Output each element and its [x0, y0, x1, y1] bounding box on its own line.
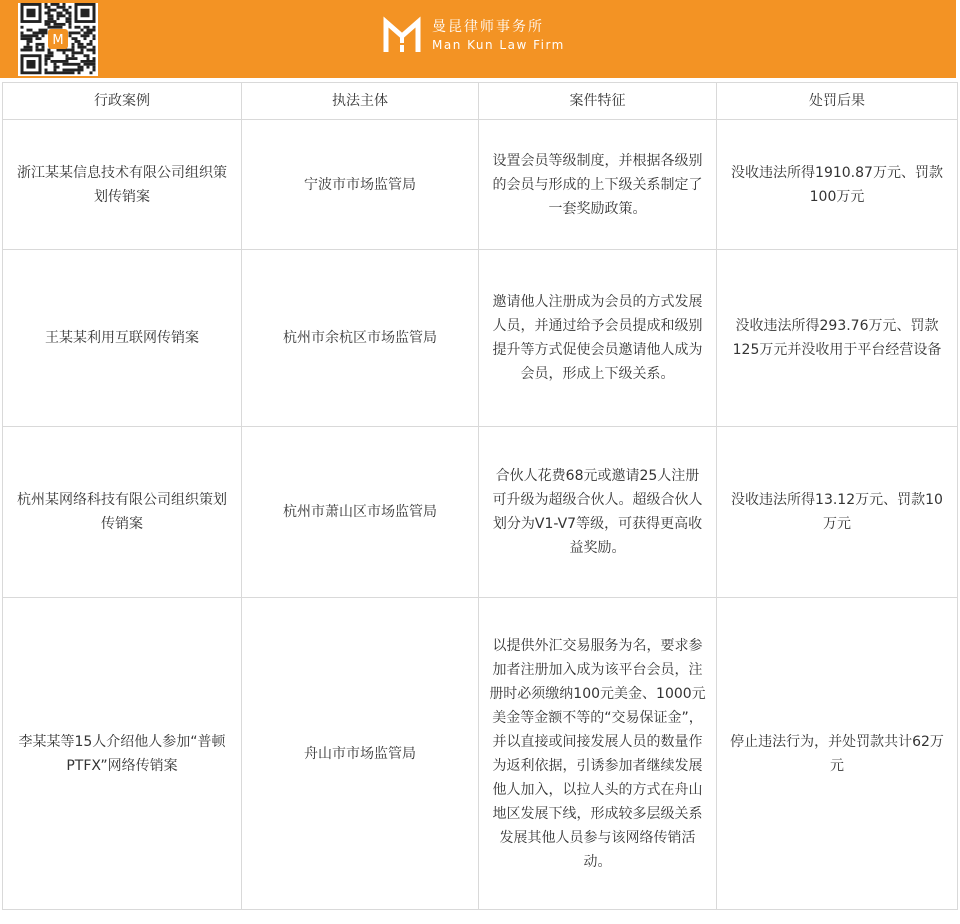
table-row	[3, 598, 958, 910]
table-row	[3, 250, 958, 427]
column-header-penalty: 处罚后果	[717, 83, 958, 120]
penalty-cell: 停止违法行为，并处罚款共计62万元	[717, 598, 958, 910]
mankun-logo-icon	[382, 16, 422, 56]
features-cell: 合伙人花费68元或邀请25人注册可升级为超级合伙人。超级合伙人划分为V1-V7等级，可获得更高收益奖励。	[479, 427, 717, 598]
authority-cell: 舟山市市场监管局	[242, 598, 479, 910]
authority-cell: 宁波市市场监管局	[242, 120, 479, 250]
penalty-cell: 没收违法所得13.12万元、罚款10万元	[717, 427, 958, 598]
table-row	[3, 120, 958, 250]
table-row	[3, 427, 958, 598]
column-header-features: 案件特征	[479, 83, 717, 120]
header-banner	[0, 0, 956, 78]
features-cell: 以提供外汇交易服务为名，要求参加者注册加入成为该平台会员，注册时必须缴纳100元美金、1000元美金等金额不等的“交易保证金”，并以直接或间接发展人员的数量作为返利依据，引诱参加者继续发展他人加入，以拉人头的方式在舟山地区发展下线，形成较多层级关系发展其他人员参与该网络传销活动。	[479, 598, 717, 910]
cases-table	[2, 82, 958, 910]
case-cell: 杭州某网络科技有限公司组织策划传销案	[3, 427, 242, 598]
authority-cell: 杭州市萧山区市场监管局	[242, 427, 479, 598]
column-header-authority: 执法主体	[242, 83, 479, 120]
svg-text:M: M	[52, 33, 64, 48]
penalty-cell: 没收违法所得293.76万元、罚款125万元并没收用于平台经营设备	[717, 250, 958, 427]
case-cell: 王某某利用互联网传销案	[3, 250, 242, 427]
features-cell: 邀请他人注册成为会员的方式发展人员，并通过给予会员提成和级别提升等方式促使会员邀请他人成为会员，形成上下级关系。	[479, 250, 717, 427]
brand	[382, 14, 565, 58]
table-header-row	[3, 83, 958, 120]
penalty-cell: 没收违法所得1910.87万元、罚款100万元	[717, 120, 958, 250]
column-header-case: 行政案例	[3, 83, 242, 120]
case-cell: 李某某等15人介绍他人参加“普顿PTFX”网络传销案	[3, 598, 242, 910]
brand-name-cn: 曼昆律师事务所	[432, 19, 544, 35]
features-cell: 设置会员等级制度，并根据各级别的会员与形成的上下级关系制定了一套奖励政策。	[479, 120, 717, 250]
case-cell: 浙江某某信息技术有限公司组织策划传销案	[3, 120, 242, 250]
qr-code-icon	[18, 3, 98, 76]
authority-cell: 杭州市余杭区市场监管局	[242, 250, 479, 427]
brand-name-en: Man Kun Law Firm	[432, 38, 565, 52]
